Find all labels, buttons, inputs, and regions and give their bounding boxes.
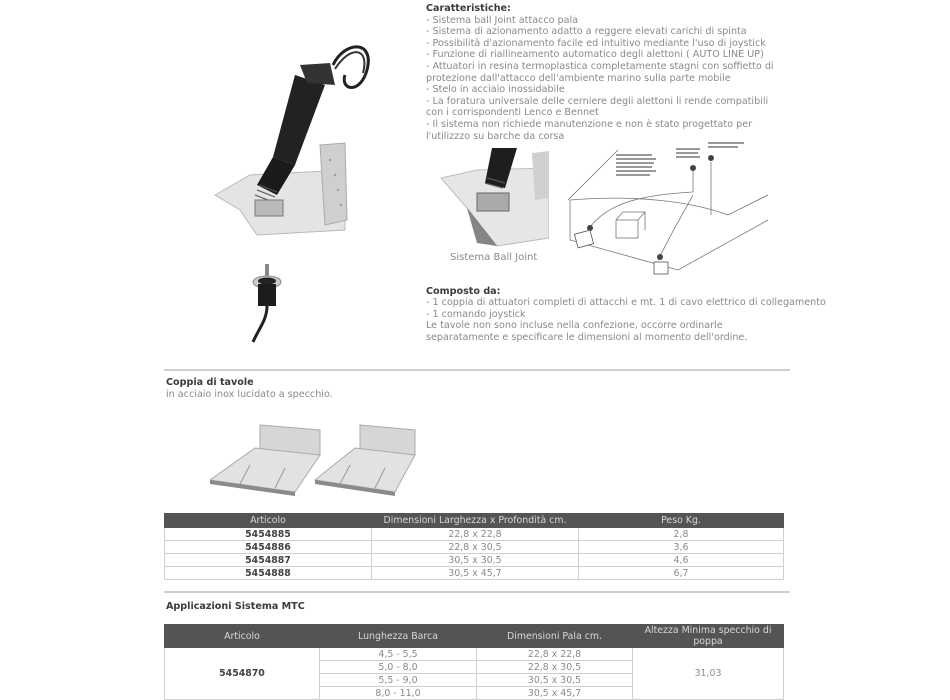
composed-line: Le tavole non sono incluse nella confezione, occorre ordinarle [426,320,723,332]
article-code: 5454888 [165,567,372,580]
composed-line: - 1 coppia di attuatori completi di attacchi e mt. 1 di cavo elettrico di collegamento [426,297,826,309]
table-row [165,648,784,661]
section-divider [164,591,790,593]
article-code: 5454885 [165,528,372,541]
joystick-image [245,262,290,344]
feature-line: l'utilizzzo su barche da corsa [426,130,565,142]
blade-dimensions-cell: 22,8 x 30,5 [477,661,633,674]
dimensions-cell: 22,8 x 30,5 [372,541,579,554]
boat-length-cell: 5,5 - 9,0 [320,674,477,687]
ball-joint-caption: Sistema Ball Joint [450,252,538,263]
weight-cell: 4,6 [579,554,784,567]
boat-length-cell: 5,0 - 8,0 [320,661,477,674]
plates-section-subtitle: in acciaio inox lucidato a specchio. [166,389,333,400]
feature-line: con i corrispondenti Lenco e Bennet [426,107,599,119]
table-row [165,528,784,541]
article-code: 5454886 [165,541,372,554]
weight-cell: 6,7 [579,567,784,580]
ball-joint-image [437,148,549,248]
plates-table [164,513,784,580]
features-title: Caratteristiche: [426,3,511,14]
section-divider [164,369,790,371]
trim-plates-image [210,420,420,500]
article-code: 5454870 [165,648,320,700]
table-row [165,554,784,567]
col-header-dimensions: Dimensioni Larghezza x Profondità cm. [372,514,579,528]
col-header-article: Articolo [165,514,372,528]
table-row [165,541,784,554]
col-header-min-transom-height: Altezza Minima specchio di poppa [633,625,784,648]
plates-section-title: Coppia di tavole [166,377,254,388]
weight-cell: 3,6 [579,541,784,554]
weight-cell: 2,8 [579,528,784,541]
feature-line: protezione dall'attacco dell'ambiente marino sulla parte mobile [426,72,731,84]
dimensions-cell: 30,5 x 45,7 [372,567,579,580]
min-transom-height-cell: 31,03 [633,648,784,700]
dimensions-cell: 22,8 x 22,8 [372,528,579,541]
feature-line: - Attuatori in resina termoplastica completamente stagni con soffietto di [426,60,774,72]
applications-table [164,624,784,700]
table-row [165,567,784,580]
table-header-row [165,625,784,648]
feature-line: - Stelo in acciaio inossidabile [426,84,565,96]
composed-line: - 1 comando joystick [426,308,526,320]
installation-diagram [568,140,768,275]
feature-line: - Sistema ball Joint attacco pala [426,14,579,26]
blade-dimensions-cell: 30,5 x 45,7 [477,687,633,700]
blade-dimensions-cell: 22,8 x 22,8 [477,648,633,661]
applications-section-title: Applicazioni Sistema MTC [166,601,305,612]
composed-title: Composto da: [426,286,501,297]
feature-line: - La foratura universale delle cerniere degli alettoni li rende compatibili [426,95,769,107]
composed-block [426,286,826,343]
boat-length-cell: 8,0 - 11,0 [320,687,477,700]
composed-line: separatamente e specificare le dimensioni al momento dell'ordine. [426,331,748,343]
col-header-article: Articolo [165,625,320,648]
col-header-boat-length: Lunghezza Barca [320,625,477,648]
feature-line: - Sistema di azionamento adatto a reggere elevati carichi di spinta [426,26,747,38]
feature-line: - Possibilità d'azionamento facile ed intuitivo mediante l'uso di joystick [426,37,766,49]
dimensions-cell: 30,5 x 30,5 [372,554,579,567]
article-code: 5454887 [165,554,372,567]
col-header-blade-dimensions: Dimensioni Pala cm. [477,625,633,648]
col-header-weight: Peso Kg. [579,514,784,528]
feature-line: - Il sistema non richiede manutenzione e non è stato progettato per [426,118,753,130]
boat-length-cell: 4,5 - 5,5 [320,648,477,661]
actuator-product-image [195,35,375,255]
features-block [426,3,791,142]
feature-line: - Funzione di riallineamento automatico degli alettoni ( AUTO LINE UP) [426,49,764,61]
table-header-row [165,514,784,528]
blade-dimensions-cell: 30,5 x 30,5 [477,674,633,687]
